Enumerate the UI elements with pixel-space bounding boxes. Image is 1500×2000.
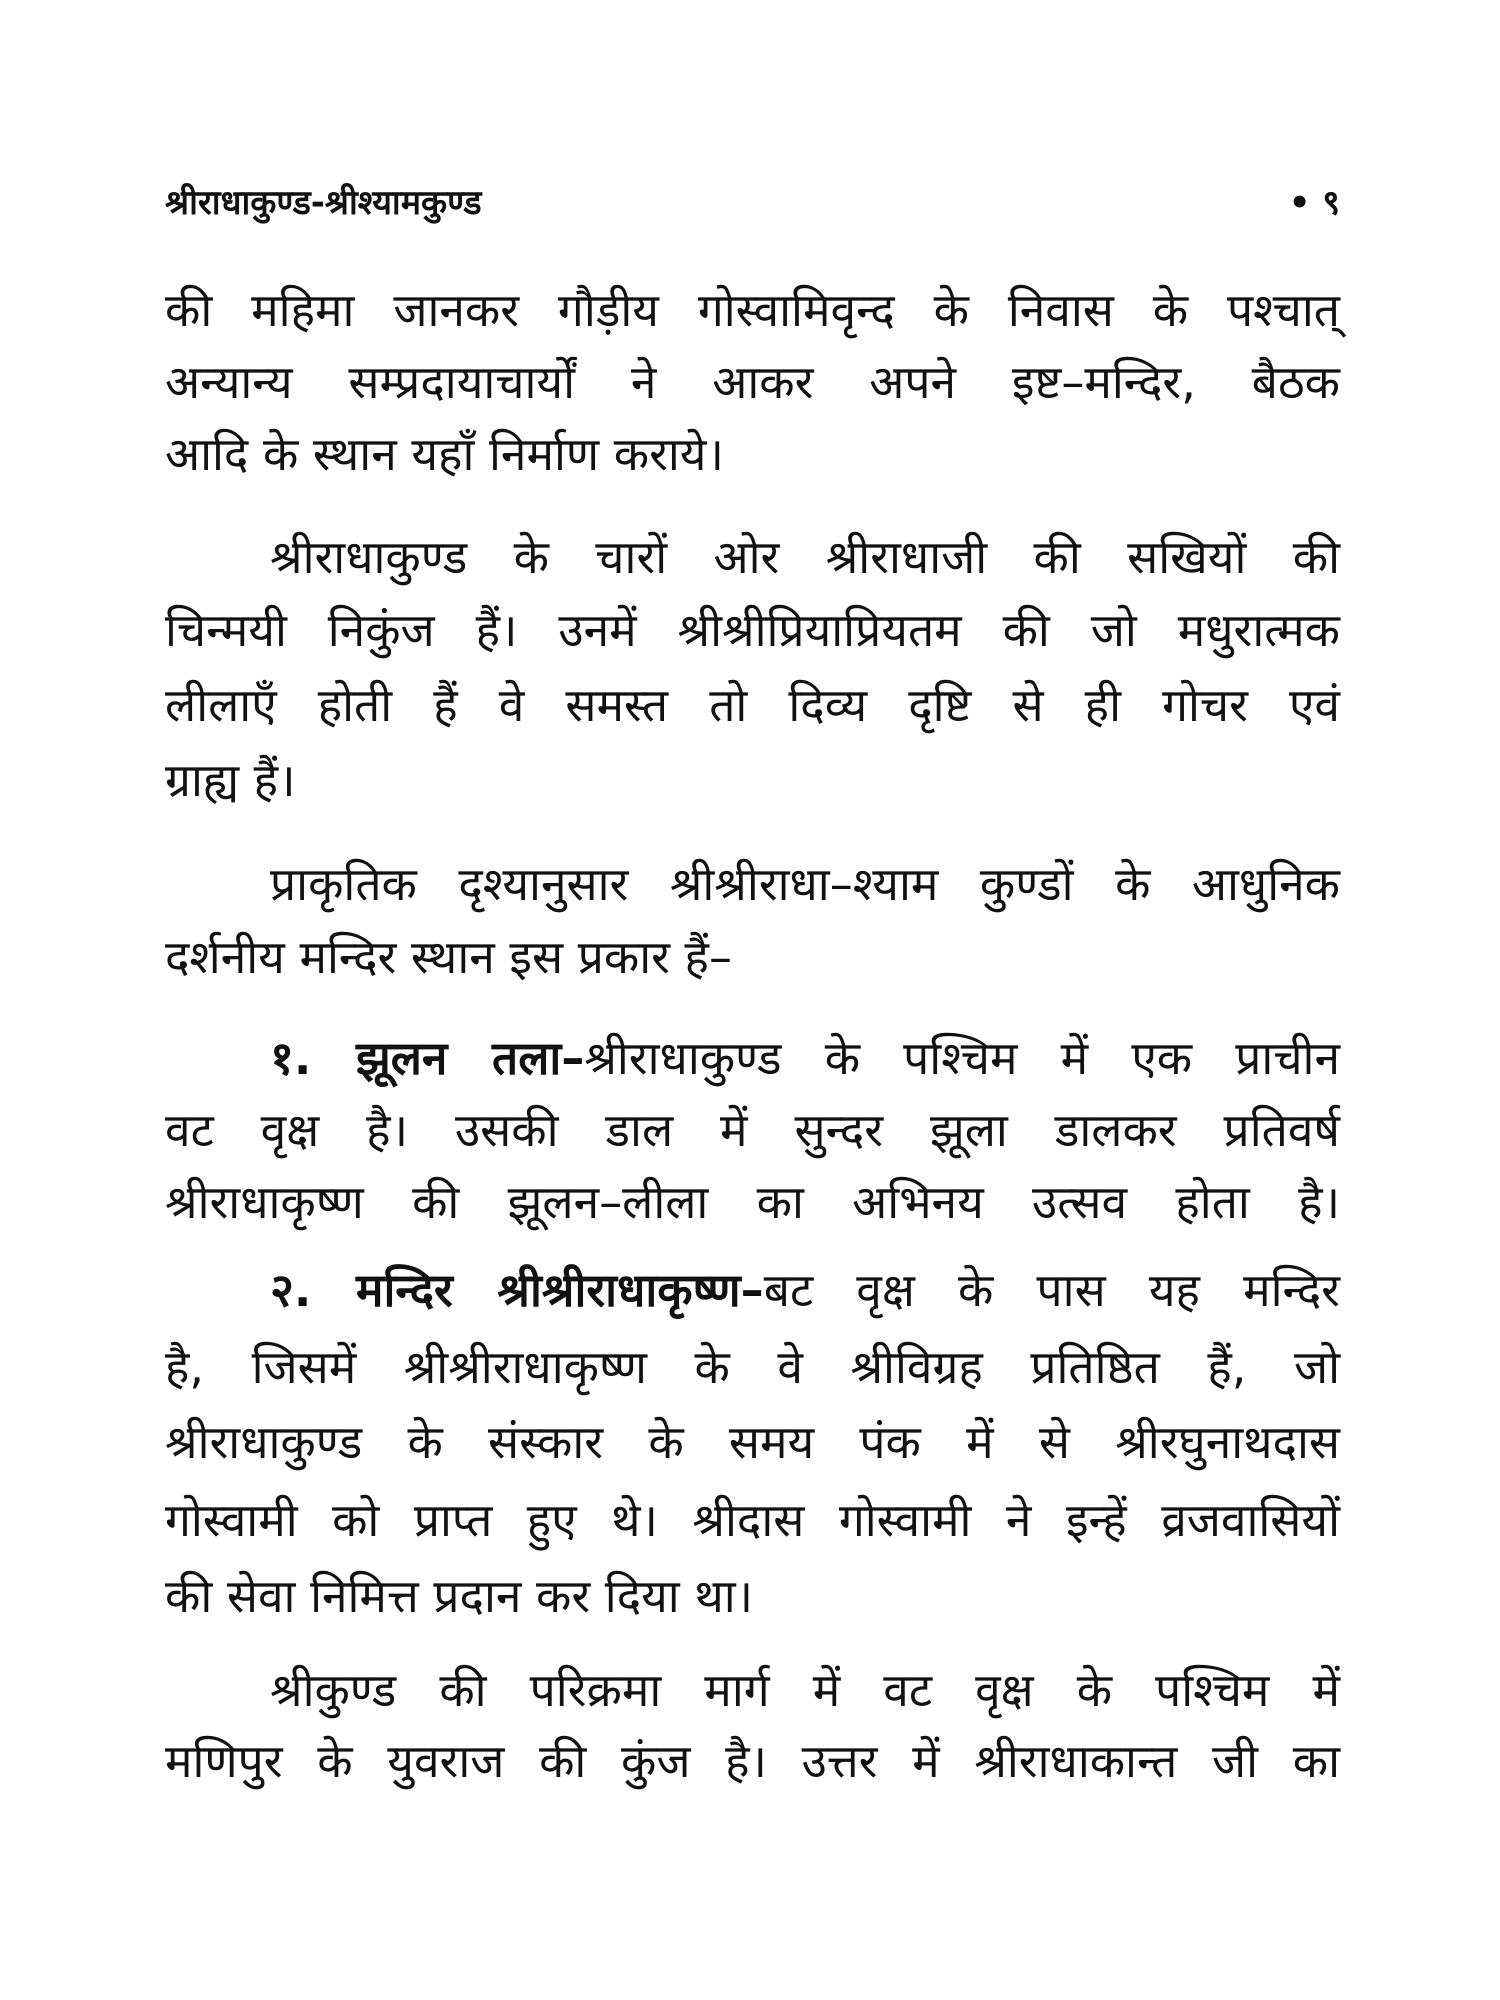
list-item-heading-line bbox=[270, 1260, 1340, 1320]
text-line: की सेवा निमित्त प्रदान कर दिया था। bbox=[165, 1569, 754, 1623]
text-line: बट वृक्ष के पास यह मन्दिर bbox=[763, 1263, 1340, 1317]
text-line: लीलाएँ होती हैं वे समस्त तो दिव्य दृष्टि से ही गोचर एवं bbox=[165, 678, 1340, 732]
text-line: श्रीराधाकुण्ड के पश्चिम में एक प्राचीन bbox=[584, 1031, 1340, 1085]
text-line: दर्शनीय मन्दिर स्थान इस प्रकार हैं– bbox=[165, 930, 732, 984]
running-head-title: श्रीराधाकुण्ड-श्रीश्यामकुण्ड bbox=[165, 183, 482, 223]
list-item-heading: २. मन्दिर श्रीश्रीराधाकृष्ण– bbox=[270, 1263, 764, 1317]
text-line: की महिमा जानकर गौड़ीय गोस्वामिवृन्द के निवास के पश्चात् bbox=[165, 283, 1340, 337]
text-line: प्राकृतिक दृश्यानुसार श्रीश्रीराधा–श्याम कुण्डों के आधुनिक bbox=[270, 857, 1340, 911]
text-line: वट वृक्ष है। उसकी डाल में सुन्दर झूला डालकर प्रतिवर्ष bbox=[165, 1103, 1340, 1157]
text-line: अन्यान्य सम्प्रदायाचार्यों ने आकर अपने इष्ट–मन्दिर, बैठक bbox=[165, 355, 1340, 409]
text-line: आदि के स्थान यहाँ निर्माण कराये। bbox=[165, 427, 724, 481]
text-line: श्रीराधाकुण्ड के संस्कार के समय पंक में से श्रीरघुनाथदास bbox=[165, 1415, 1340, 1469]
page-number: • ९ bbox=[1288, 183, 1340, 223]
text-line: मणिपुर के युवराज की कुंज है। उत्तर में श्रीराधाकान्त जी का bbox=[165, 1734, 1340, 1788]
text-line: है, जिसमें श्रीश्रीराधाकृष्ण के वे श्रीविग्रह प्रतिष्ठित हैं, जो bbox=[165, 1340, 1340, 1394]
text-line: गोस्वामी को प्राप्त हुए थे। श्रीदास गोस्वामी ने इन्हें व्रजवासियों bbox=[165, 1493, 1340, 1547]
text-line: ग्राह्य हैं। bbox=[165, 753, 296, 807]
list-item-heading: १. झूलन तला– bbox=[270, 1031, 585, 1085]
text-line: श्रीराधाकुण्ड के चारों ओर श्रीराधाजी की सखियों की bbox=[270, 530, 1340, 584]
text-line: चिन्मयी निकुंज हैं। उनमें श्रीश्रीप्रियाप्रियतम की जो मधुरात्मक bbox=[165, 603, 1340, 657]
text-line: श्रीराधाकृष्ण की झूलन–लीला का अभिनय उत्सव होता है। bbox=[165, 1175, 1340, 1229]
text-line: श्रीकुण्ड की परिक्रमा मार्ग में वट वृक्ष के पश्चिम में bbox=[270, 1663, 1340, 1717]
list-item-heading-line bbox=[270, 1028, 1340, 1088]
